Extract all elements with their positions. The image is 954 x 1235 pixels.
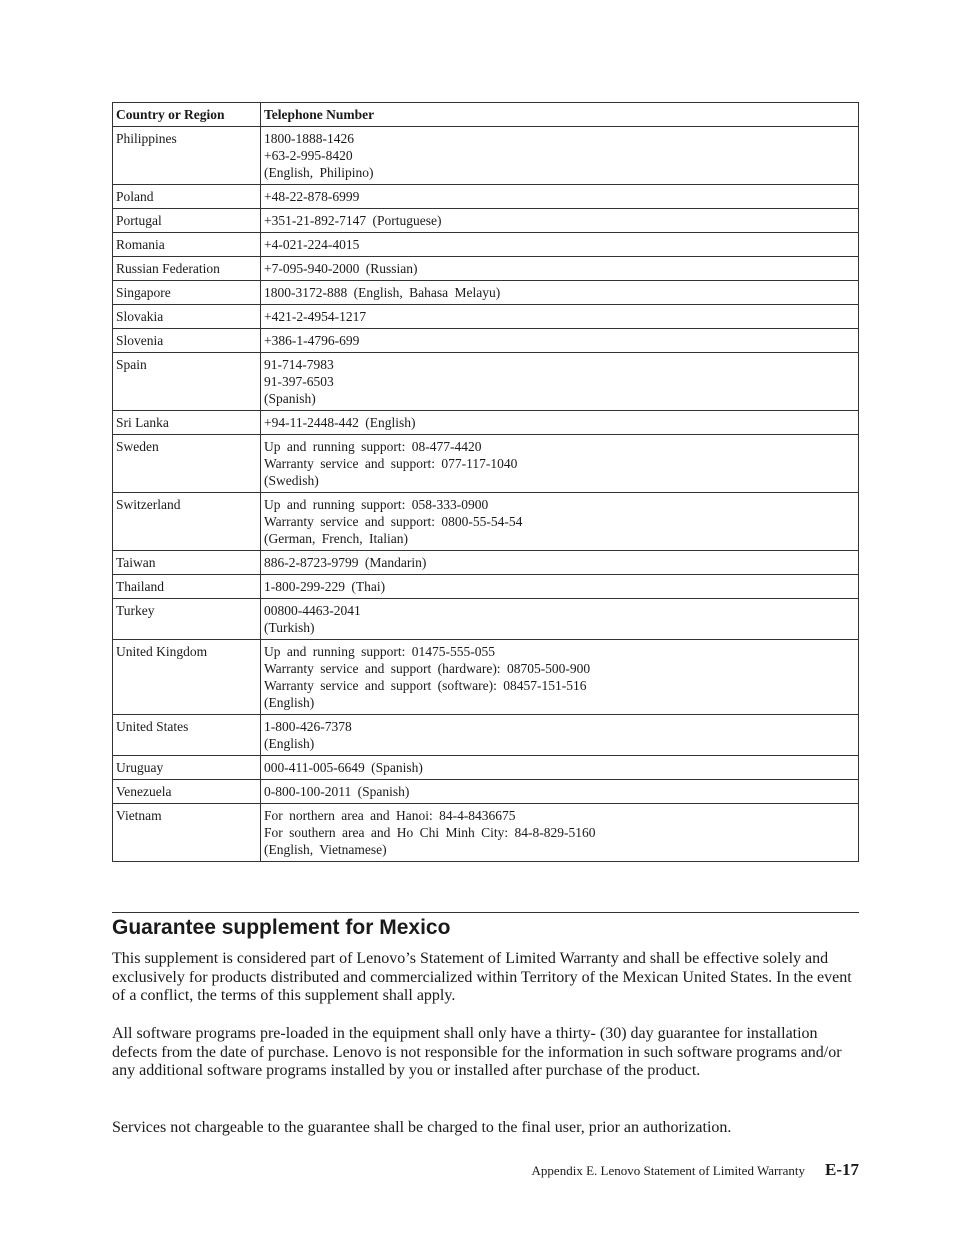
telephone-line: +7-095-940-2000 (Russian): [264, 261, 418, 276]
country-cell: Philippines: [113, 127, 261, 185]
telephone-line: +351-21-892-7147 (Portuguese): [264, 213, 442, 228]
telephone-cell: [261, 804, 859, 862]
telephone-line: (Swedish): [264, 473, 319, 488]
country-cell: Slovenia: [113, 329, 261, 353]
telephone-cell: [261, 756, 859, 780]
table-row: [113, 281, 859, 305]
telephone-cell: [261, 281, 859, 305]
telephone-cell: [261, 780, 859, 804]
telephone-line: For northern area and Hanoi: 84-4-8436675: [264, 808, 516, 823]
telephone-line: Up and running support: 01475-555-055: [264, 644, 495, 659]
telephone-line: 886-2-8723-9799 (Mandarin): [264, 555, 427, 570]
page-footer: [532, 1160, 859, 1180]
country-cell: Thailand: [113, 575, 261, 599]
country-cell: Portugal: [113, 209, 261, 233]
table-row: [113, 233, 859, 257]
telephone-line: 000-411-005-6649 (Spanish): [264, 760, 423, 775]
country-cell: Sri Lanka: [113, 411, 261, 435]
country-cell: Uruguay: [113, 756, 261, 780]
telephone-line: Up and running support: 058-333-0900: [264, 497, 489, 512]
paragraph-scope: This supplement is considered part of Lenovo’s Statement of Limited Warranty and shall be effective solely and exclusively for products distributed and commercialized within Territory of the Mexican United States. In the event of a conflict, the terms of this supplement shall apply.: [112, 950, 852, 1005]
telephone-cell: [261, 599, 859, 640]
paragraph-services: Services not chargeable to the guarantee shall be charged to the final user, prior an authorization.: [112, 1119, 732, 1136]
country-cell: United States: [113, 715, 261, 756]
telephone-cell: [261, 233, 859, 257]
table-row: [113, 435, 859, 493]
section-rule: [112, 912, 859, 913]
telephone-cell: [261, 715, 859, 756]
country-cell: Spain: [113, 353, 261, 411]
telephone-line: (German, French, Italian): [264, 531, 408, 546]
telephone-line: (Spanish): [264, 391, 316, 406]
telephone-line: (Turkish): [264, 620, 315, 635]
telephone-line: 91-714-7983: [264, 357, 334, 372]
table-row: [113, 411, 859, 435]
table-row: [113, 127, 859, 185]
telephone-line: Warranty service and support (software): 08457-151-516: [264, 678, 587, 693]
footer-running-text: Appendix E. Lenovo Statement of Limited Warranty: [531, 1163, 805, 1178]
table-row: [113, 804, 859, 862]
telephone-line: +386-1-4796-699: [264, 333, 360, 348]
telephone-line: 1-800-426-7378: [264, 719, 352, 734]
telephone-line: 00800-4463-2041: [264, 603, 361, 618]
telephone-line: Warranty service and support: 0800-55-54-54: [264, 514, 523, 529]
table-row: [113, 257, 859, 281]
country-cell: Turkey: [113, 599, 261, 640]
table-row: [113, 353, 859, 411]
table-row: [113, 305, 859, 329]
telephone-line: +94-11-2448-442 (English): [264, 415, 416, 430]
table-row: [113, 756, 859, 780]
telephone-line: Up and running support: 08-477-4420: [264, 439, 482, 454]
telephone-line: Warranty service and support: 077-117-1040: [264, 456, 518, 471]
telephone-line: +63-2-995-8420: [264, 148, 353, 163]
telephone-cell: [261, 575, 859, 599]
country-cell: Sweden: [113, 435, 261, 493]
telephone-line: +48-22-878-6999: [264, 189, 360, 204]
telephone-line: 91-397-6503: [264, 374, 334, 389]
country-cell: Romania: [113, 233, 261, 257]
table-body: [113, 127, 859, 862]
telephone-line: 1800-3172-888 (English, Bahasa Melayu): [264, 285, 501, 300]
country-cell: Poland: [113, 185, 261, 209]
table-row: [113, 575, 859, 599]
telephone-cell: [261, 353, 859, 411]
telephone-line: +4-021-224-4015: [264, 237, 360, 252]
country-cell: Russian Federation: [113, 257, 261, 281]
page-number: E-17: [825, 1160, 859, 1179]
telephone-cell: [261, 209, 859, 233]
telephone-cell: [261, 551, 859, 575]
telephone-line: For southern area and Ho Chi Minh City: 84-8-829-5160: [264, 825, 596, 840]
telephone-cell: [261, 185, 859, 209]
telephone-line: (English): [264, 736, 315, 751]
telephone-line: (English, Philipino): [264, 165, 374, 180]
country-cell: Vietnam: [113, 804, 261, 862]
telephone-line: 1-800-299-229 (Thai): [264, 579, 386, 594]
telephone-cell: [261, 640, 859, 715]
telephone-cell: [261, 493, 859, 551]
telephone-cell: [261, 411, 859, 435]
table-row: [113, 329, 859, 353]
table-row: [113, 493, 859, 551]
country-cell: Venezuela: [113, 780, 261, 804]
telephone-cell: [261, 127, 859, 185]
telephone-line: (English): [264, 695, 315, 710]
telephone-line: Warranty service and support (hardware): 08705-500-900: [264, 661, 591, 676]
country-cell: Slovakia: [113, 305, 261, 329]
table-header-row: [113, 103, 859, 127]
telephone-line: (English, Vietnamese): [264, 842, 387, 857]
telephone-cell: [261, 329, 859, 353]
header-telephone: Telephone Number: [261, 103, 859, 127]
telephone-cell: [261, 435, 859, 493]
table-row: [113, 715, 859, 756]
telephone-line: 0-800-100-2011 (Spanish): [264, 784, 410, 799]
table-row: [113, 640, 859, 715]
country-cell: Singapore: [113, 281, 261, 305]
country-cell: United Kingdom: [113, 640, 261, 715]
phone-table: [112, 102, 859, 862]
telephone-cell: [261, 257, 859, 281]
telephone-cell: [261, 305, 859, 329]
country-cell: Switzerland: [113, 493, 261, 551]
country-cell: Taiwan: [113, 551, 261, 575]
table-row: [113, 185, 859, 209]
table-row: [113, 599, 859, 640]
telephone-line: 1800-1888-1426: [264, 131, 354, 146]
table-row: [113, 209, 859, 233]
paragraph-software: All software programs pre-loaded in the equipment shall only have a thirty- (30) day guarantee for installation defects from the date of purchase. Lenovo is not responsible for the information in such software programs and/or any additional software programs installed by you or installed after purchase of the product.: [112, 1025, 842, 1080]
telephone-line: +421-2-4954-1217: [264, 309, 367, 324]
header-country: Country or Region: [113, 103, 261, 127]
table-row: [113, 780, 859, 804]
table-row: [113, 551, 859, 575]
section-title: Guarantee supplement for Mexico: [112, 916, 451, 939]
